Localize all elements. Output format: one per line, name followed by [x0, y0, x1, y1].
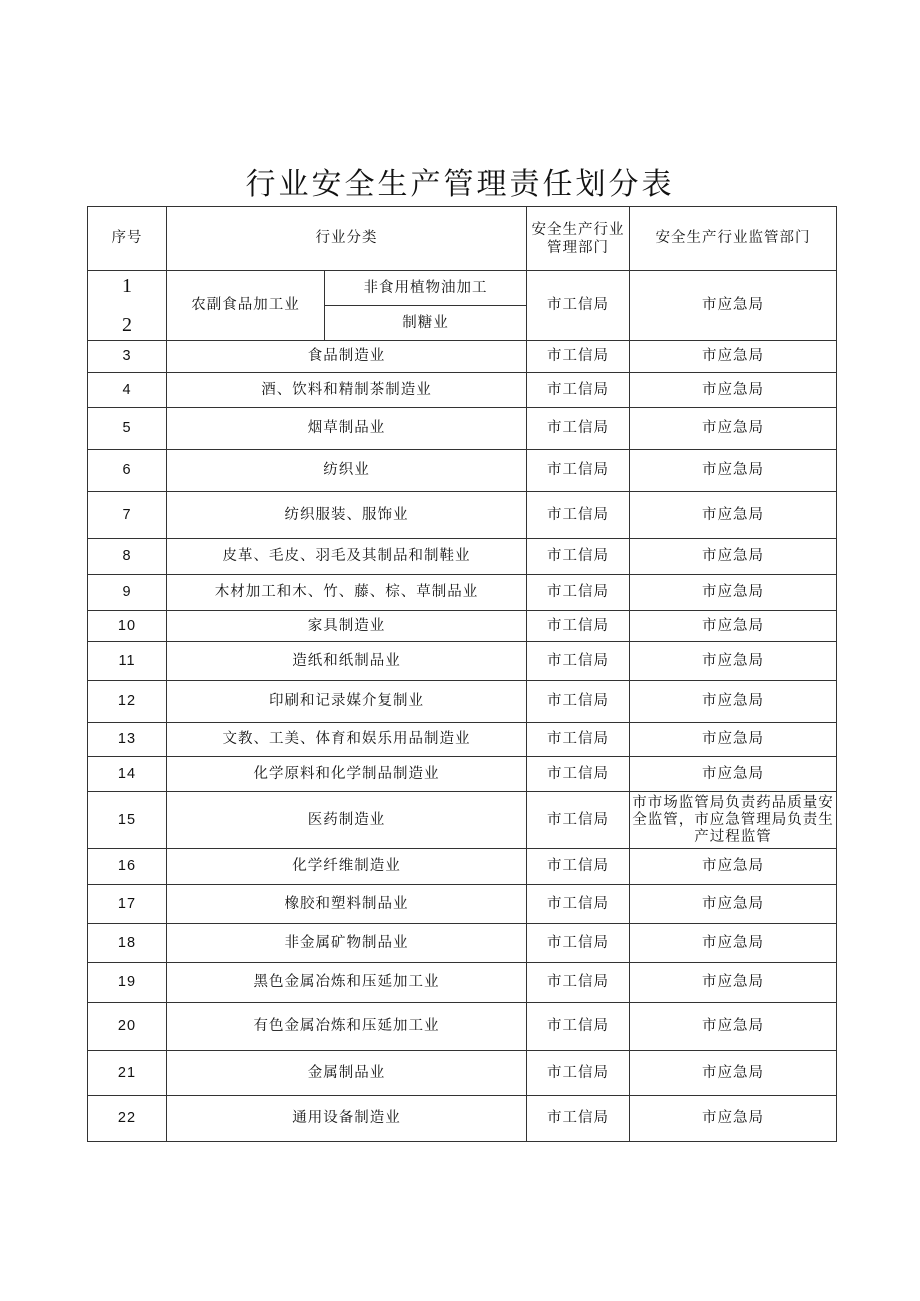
row-number: 8 — [88, 539, 167, 575]
category-cell: 化学原料和化学制品制造业 — [167, 757, 527, 792]
mgmt-dept-cell: 市工信局 — [527, 341, 630, 373]
supervision-dept-cell: 市应急局 — [630, 642, 837, 681]
mgmt-dept-cell: 市工信局 — [527, 1096, 630, 1142]
row-number: 13 — [88, 723, 167, 757]
category-cell: 印刷和记录媒介复制业 — [167, 681, 527, 723]
supervision-dept-cell: 市应急局 — [630, 408, 837, 450]
row-number: 16 — [88, 849, 167, 885]
table-row — [88, 757, 837, 792]
supervision-dept-cell: 市应急局 — [630, 1051, 837, 1096]
mgmt-dept-cell: 市工信局 — [527, 611, 630, 642]
mgmt-dept-cell: 市工信局 — [527, 642, 630, 681]
mgmt-dept-cell: 市工信局 — [527, 373, 630, 408]
supervision-dept-cell: 市应急局 — [630, 450, 837, 492]
supervision-dept-cell: 市应急局 — [630, 924, 837, 963]
supervision-dept-cell: 市应急局 — [630, 849, 837, 885]
responsibility-table — [87, 206, 837, 1142]
category-cell: 通用设备制造业 — [167, 1096, 527, 1142]
row-number: 4 — [88, 373, 167, 408]
row-number: 22 — [88, 1096, 167, 1142]
mgmt-dept-cell: 市工信局 — [527, 1051, 630, 1096]
row-number: 12 — [88, 681, 167, 723]
category-cell: 金属制品业 — [167, 1051, 527, 1096]
mgmt-dept-cell: 市工信局 — [527, 924, 630, 963]
mgmt-dept-cell: 市工信局 — [527, 1003, 630, 1051]
mgmt-dept-cell: 市工信局 — [527, 849, 630, 885]
table-row — [88, 408, 837, 450]
subcategory-cell: 制糖业 — [325, 306, 527, 341]
supervision-dept-cell: 市应急局 — [630, 539, 837, 575]
row-number: 19 — [88, 963, 167, 1003]
category-cell: 酒、饮料和精制茶制造业 — [167, 373, 527, 408]
table-row — [88, 341, 837, 373]
supervision-dept-cell: 市应急局 — [630, 723, 837, 757]
category-cell: 家具制造业 — [167, 611, 527, 642]
category-cell: 医药制造业 — [167, 792, 527, 849]
category-cell: 化学纤维制造业 — [167, 849, 527, 885]
category-cell: 黑色金属冶炼和压延加工业 — [167, 963, 527, 1003]
mgmt-dept-cell: 市工信局 — [527, 681, 630, 723]
supervision-dept-cell: 市应急局 — [630, 373, 837, 408]
table-row — [88, 1003, 837, 1051]
table-row — [88, 611, 837, 642]
mgmt-dept-cell: 市工信局 — [527, 757, 630, 792]
table-row — [88, 492, 837, 539]
category-cell: 橡胶和塑料制品业 — [167, 885, 527, 924]
supervision-dept-cell: 市应急局 — [630, 611, 837, 642]
supervision-dept-cell: 市应急局 — [630, 271, 837, 341]
supervision-dept-cell: 市市场监管局负责药品质量安全监管，市应急管理局负责生产过程监管 — [630, 792, 837, 849]
mgmt-dept-cell: 市工信局 — [527, 723, 630, 757]
table-row — [88, 849, 837, 885]
row-number: 21 — [88, 1051, 167, 1096]
mgmt-dept-cell: 市工信局 — [527, 885, 630, 924]
subcategory-cell: 非食用植物油加工 — [325, 271, 527, 306]
row-number: 14 — [88, 757, 167, 792]
mgmt-dept-cell: 市工信局 — [527, 492, 630, 539]
page-title: 行业安全生产管理责任划分表 — [245, 167, 675, 202]
row-number: 11 — [88, 642, 167, 681]
header-category: 行业分类 — [167, 207, 527, 271]
table-row — [88, 575, 837, 611]
supervision-dept-cell: 市应急局 — [630, 1096, 837, 1142]
row-number-cell — [88, 271, 167, 341]
supervision-dept-cell: 市应急局 — [630, 963, 837, 1003]
row-number: 15 — [88, 792, 167, 849]
row-number: 17 — [88, 885, 167, 924]
row-number: 9 — [88, 575, 167, 611]
mgmt-dept-cell: 市工信局 — [527, 792, 630, 849]
row-number: 18 — [88, 924, 167, 963]
supervision-dept-cell: 市应急局 — [630, 885, 837, 924]
table-row — [88, 373, 837, 408]
category-cell: 农副食品加工业 — [167, 271, 325, 341]
row-number: 10 — [88, 611, 167, 642]
table-row — [88, 792, 837, 849]
table-row — [88, 681, 837, 723]
mgmt-dept-cell: 市工信局 — [527, 539, 630, 575]
header-mgmt-dept: 安全生产行业管理部门 — [527, 207, 630, 271]
category-cell: 纺织服装、服饰业 — [167, 492, 527, 539]
row-number: 3 — [88, 341, 167, 373]
supervision-dept-cell: 市应急局 — [630, 681, 837, 723]
category-cell: 食品制造业 — [167, 341, 527, 373]
table-row — [88, 539, 837, 575]
category-cell: 皮革、毛皮、羽毛及其制品和制鞋业 — [167, 539, 527, 575]
category-cell: 纺织业 — [167, 450, 527, 492]
row-number: 6 — [88, 450, 167, 492]
mgmt-dept-cell: 市工信局 — [527, 408, 630, 450]
supervision-dept-cell: 市应急局 — [630, 492, 837, 539]
table-row — [88, 963, 837, 1003]
row-number: 2 — [122, 313, 132, 336]
mgmt-dept-cell: 市工信局 — [527, 450, 630, 492]
category-cell: 有色金属冶炼和压延加工业 — [167, 1003, 527, 1051]
category-cell: 文教、工美、体育和娱乐用品制造业 — [167, 723, 527, 757]
mgmt-dept-cell: 市工信局 — [527, 271, 630, 341]
category-cell: 烟草制品业 — [167, 408, 527, 450]
supervision-dept-cell: 市应急局 — [630, 575, 837, 611]
category-cell: 木材加工和木、竹、藤、棕、草制品业 — [167, 575, 527, 611]
table-row — [88, 723, 837, 757]
table-row — [88, 1051, 837, 1096]
table-row — [88, 271, 837, 306]
category-cell: 非金属矿物制品业 — [167, 924, 527, 963]
category-cell: 造纸和纸制品业 — [167, 642, 527, 681]
header-row — [88, 207, 837, 271]
table-row — [88, 924, 837, 963]
supervision-dept-cell: 市应急局 — [630, 341, 837, 373]
header-supervision-dept: 安全生产行业监管部门 — [630, 207, 837, 271]
table-row — [88, 1096, 837, 1142]
supervision-dept-cell: 市应急局 — [630, 757, 837, 792]
table-row — [88, 885, 837, 924]
mgmt-dept-cell: 市工信局 — [527, 963, 630, 1003]
supervision-dept-cell: 市应急局 — [630, 1003, 837, 1051]
row-number: 7 — [88, 492, 167, 539]
table-row — [88, 450, 837, 492]
mgmt-dept-cell: 市工信局 — [527, 575, 630, 611]
row-number: 1 — [122, 274, 132, 297]
row-number: 20 — [88, 1003, 167, 1051]
header-no: 序号 — [88, 207, 167, 271]
row-number: 5 — [88, 408, 167, 450]
table-row — [88, 642, 837, 681]
